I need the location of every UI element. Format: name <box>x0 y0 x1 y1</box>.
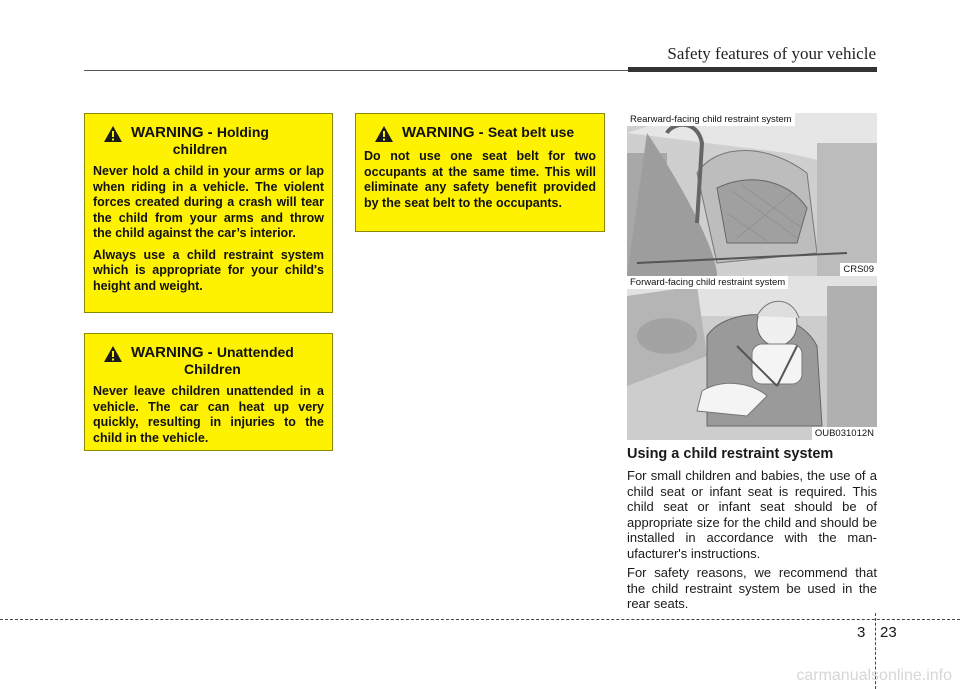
forward-facing-seat-illustration <box>627 276 877 440</box>
warning-title: WARNING - Holding children <box>131 124 269 157</box>
figure-code: CRS09 <box>840 263 877 276</box>
warning-triangle-icon <box>374 125 394 143</box>
section-body <box>627 468 877 616</box>
warning-text: Do not use one seat belt for two occupants at the same time. This will eliminate any safety benefit provided by the seat belt to the occupants. <box>364 149 596 210</box>
page-number: 23 <box>880 624 897 641</box>
body-paragraph: For safety reasons, we recommend that the child restraint system be used in the rear seats. <box>627 565 877 611</box>
warning-unattended-children <box>84 333 333 451</box>
watermark: carmanualsonline.info <box>796 667 952 684</box>
forward-seat-drawing <box>627 276 877 440</box>
figure-caption: Forward-facing child restraint system <box>627 276 788 289</box>
warning-triangle-icon <box>103 125 123 143</box>
warning-seat-belt-use <box>355 113 605 232</box>
chapter-number: 3 <box>857 624 866 641</box>
warning-title: WARNING - Seat belt use <box>402 124 575 141</box>
section-title: Safety features of your vehicle <box>667 44 876 63</box>
header-rule-accent <box>628 67 877 72</box>
warning-holding-children <box>84 113 333 313</box>
figure-caption: Rearward-facing child restraint system <box>627 113 795 126</box>
section-heading: Using a child restraint system <box>627 446 834 462</box>
body-paragraph: For small children and babies, the use of a child seat or infant seat is required. This child seat or infant seat should be of appropriate size for the child and should be installed in accordance with the man-ufacturer's instructions. <box>627 468 877 561</box>
rearward-facing-seat-illustration <box>627 113 877 276</box>
rearward-seat-drawing <box>627 113 877 276</box>
warning-triangle-icon <box>103 345 123 363</box>
warning-text: Always use a child restraint system which is appropriate for your child's height and weight. <box>93 247 324 293</box>
figure-code: OUB031012N <box>812 427 877 440</box>
warning-text: Never leave children unattended in a vehicle. The car can heat up very quickly, resulting in injuries to the child in the vehicle. <box>93 384 324 445</box>
footer-rule <box>0 619 960 620</box>
warning-text: Never hold a child in your arms or lap when riding in a vehicle. The violent forces created during a crash will tear the child from your arms and throw the child against the car’s interior. <box>93 164 324 240</box>
warning-title: WARNING - Unattended Children <box>131 344 294 377</box>
